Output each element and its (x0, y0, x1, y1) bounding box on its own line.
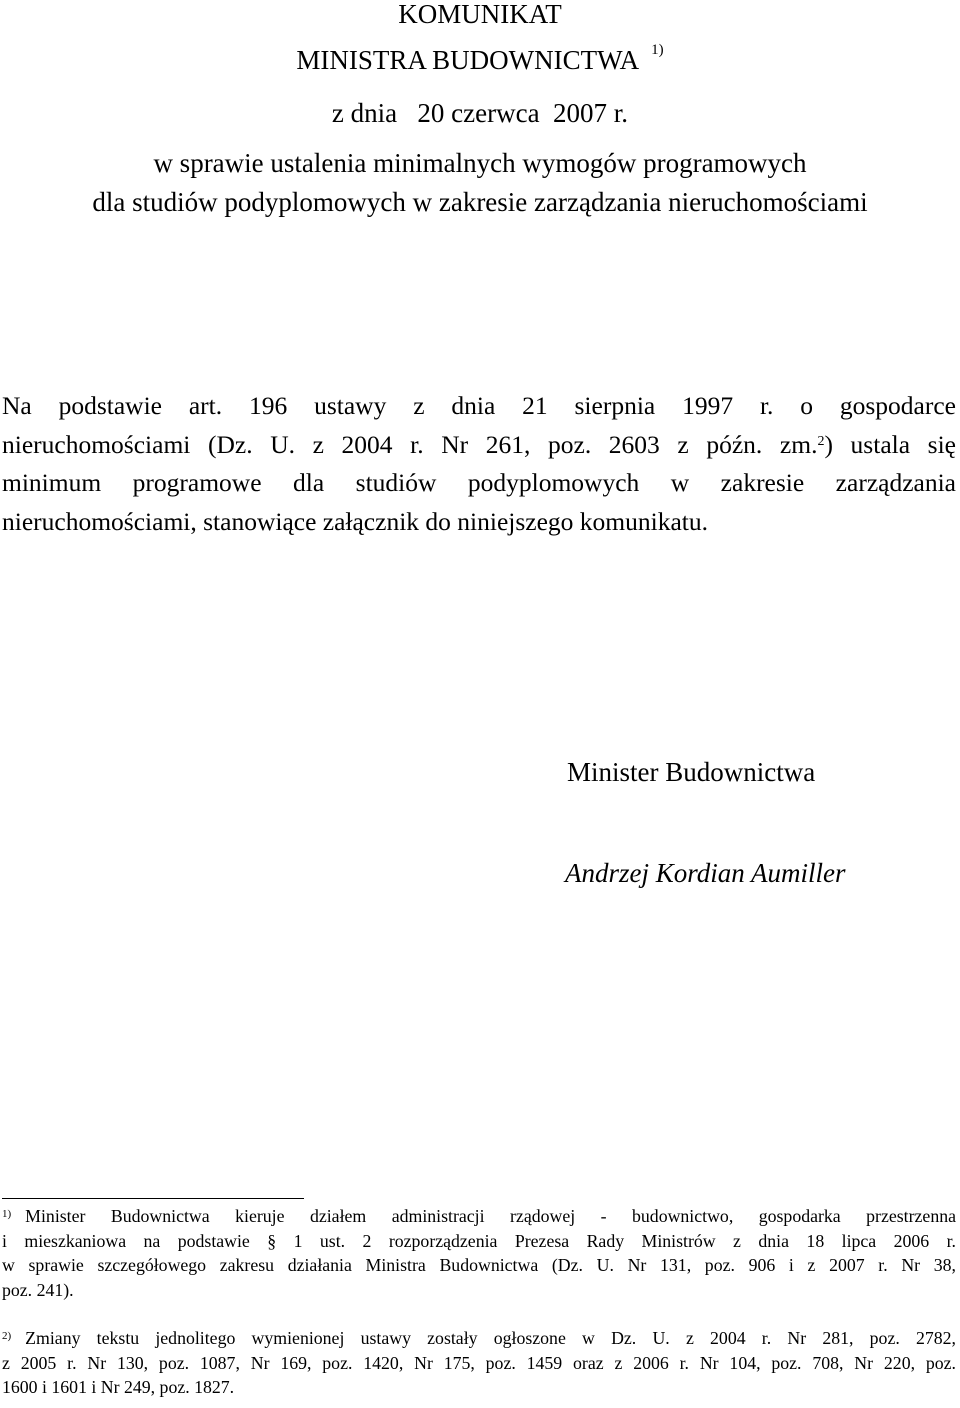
body-footnote-ref: 2 (817, 433, 825, 449)
subject-line-2: dla studiów podyplomowych w zakresie zarządzania nieruchomościami (92, 187, 868, 217)
issuer-heading (0, 42, 960, 75)
footnote-separator (2, 1198, 304, 1199)
footnote-2 (2, 1326, 956, 1400)
body-line-2-tail: ) ustala się (824, 429, 956, 459)
footnote-1-line-1 (2, 1204, 956, 1229)
body-line-3: minimum programowe dla studiów podyplomowych w zakresie zarządzania (2, 468, 956, 497)
issuer-text: MINISTRA BUDOWNICTWA (296, 45, 640, 75)
body-paragraph (2, 387, 956, 541)
date-text: z dnia 20 czerwca 2007 r. (331, 98, 629, 128)
body-line-4: nieruchomościami, stanowiące załącznik do niniejszego komunikatu. (2, 506, 708, 536)
body-line-2 (2, 426, 956, 465)
subject-line-1: w sprawie ustalenia minimalnych wymogów programowych (153, 148, 807, 178)
footnote-2-marker: 2) (2, 1330, 12, 1342)
footnote-1 (2, 1204, 956, 1302)
footnote-1-line-2: i mieszkaniowa na podstawie § 1 ust. 2 rozporządzenia Prezesa Rady Ministrów z dnia 18 lipca 2006 r. (2, 1230, 956, 1251)
issuer-footnote-ref: 1) (651, 42, 664, 58)
footnote-1-line-1-text: Minister Budownictwa kieruje działem administracji rządowej - budownictwo, gospodarka przestrzenna (25, 1206, 956, 1226)
footnote-2-line-1 (2, 1326, 956, 1351)
signature-name: Andrzej Kordian Aumiller (565, 858, 846, 888)
body-line-1: Na podstawie art. 196 ustawy z dnia 21 sierpnia 1997 r. o gospodarce (2, 391, 956, 420)
body-line-2-text: nieruchomościami (Dz. U. z 2004 r. Nr 261, poz. 2603 z późn. zm. (2, 429, 818, 459)
footnote-1-line-3: w sprawie szczegółowego zakresu działania Ministra Budownictwa (Dz. U. Nr 131, poz. 906 i z 2007 r. Nr 38, (2, 1255, 956, 1275)
footnote-1-marker: 1) (2, 1208, 12, 1220)
footnote-2-line-3: 1600 i 1601 i Nr 249, poz. 1827. (2, 1377, 235, 1397)
footnote-2-line-2: z 2005 r. Nr 130, poz. 1087, Nr 169, poz. 1420, Nr 175, poz. 1459 oraz z 2006 r. Nr 104, poz. 708, Nr 220, poz. (2, 1352, 956, 1373)
footnote-2-line-1-text: Zmiany tekstu jednolitego wymienionej ustawy zostały ogłoszone w Dz. U. z 2004 r. Nr 281, poz. 2782, (25, 1328, 956, 1348)
document-type-heading: KOMUNIKAT (398, 0, 562, 29)
date-line (0, 100, 960, 127)
signature-title: Minister Budownictwa (567, 757, 816, 787)
footnote-1-line-4: poz. 241). (2, 1279, 74, 1300)
